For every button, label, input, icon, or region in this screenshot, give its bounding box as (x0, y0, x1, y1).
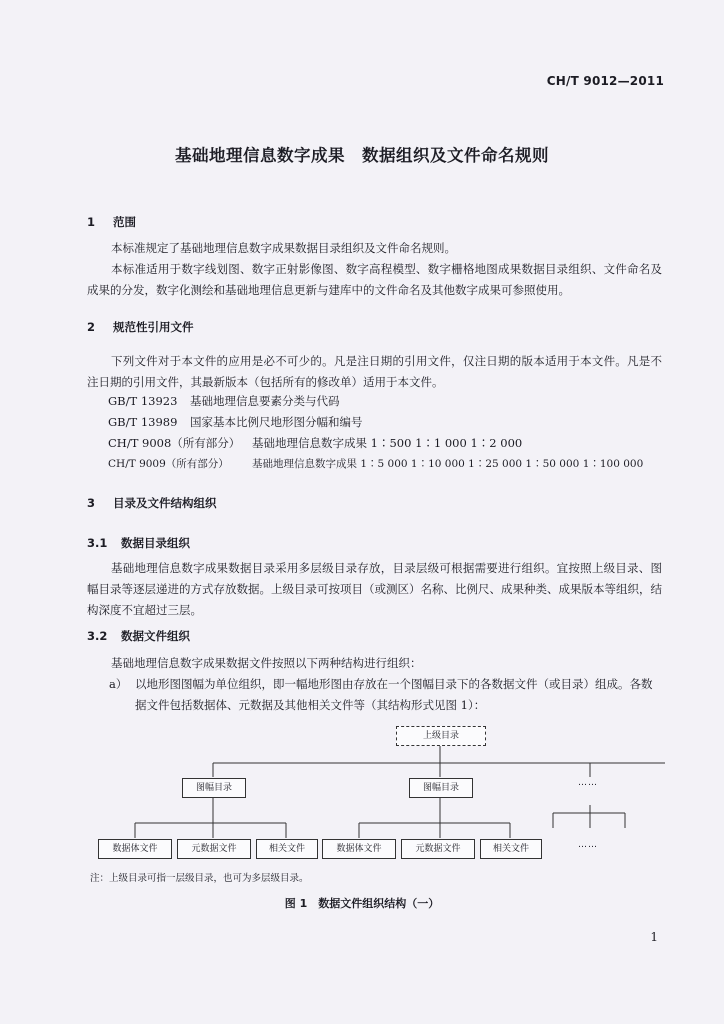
figure-caption: 图 1 数据文件组织结构（一） (284, 897, 440, 910)
reference-name: 国家基本比例尺地形图分幅和编号 (190, 415, 363, 429)
reference-code: GB/T 13989 (108, 415, 178, 429)
section-number: 3 (87, 496, 96, 510)
data-file-box: 数据体文件 (322, 839, 396, 859)
section-1-paragraph-2: 本标准适用于数字线划图、数字正射影像图、数字高程模型、数字栅格地图成果数据目录组织、文件命名及成果的分发，数字化测绘和基础地理信息更新与建库中的文件命名及其他数字成果可参照使用。 (87, 262, 662, 297)
diagram-ellipsis: …… (578, 778, 598, 788)
metadata-file-box: 元数据文件 (177, 839, 251, 859)
section-number: 2 (87, 320, 96, 334)
section-title: 数据文件组织 (121, 629, 191, 643)
reference-name: 基础地理信息要素分类与代码 (190, 394, 340, 408)
figure-note: 注：上级目录可指一层级目录，也可为多层级目录。 (90, 873, 309, 884)
section-2-paragraph-1: 下列文件对于本文件的应用是必不可少的。凡是注日期的引用文件，仅注日期的版本适用于本文件。凡是不注日期的引用文件，其最新版本（包括所有的修改单）适用于本文件。 (87, 354, 662, 389)
section-number: 3.2 (87, 629, 108, 643)
metadata-file-box: 元数据文件 (401, 839, 475, 859)
sheet-directory-box: 图幅目录 (182, 778, 246, 798)
diagram-ellipsis: …… (578, 840, 598, 850)
reference-code: CH/T 9009（所有部分） (108, 458, 229, 470)
page-number: 1 (650, 930, 658, 944)
section-title: 规范性引用文件 (113, 320, 194, 334)
section-3-2-paragraph-1: 基础地理信息数字成果数据文件按照以下两种结构进行组织： (111, 656, 422, 670)
document-title: 基础地理信息数字成果 数据组织及文件命名规则 (175, 146, 549, 165)
section-number: 3.1 (87, 536, 108, 550)
reference-name: 基础地理信息数字成果 1∶5 000 1∶10 000 1∶25 000 1∶50 000 1∶100 000 (252, 458, 644, 470)
reference-code: CH/T 9008（所有部分） (108, 436, 241, 450)
standard-code: CH/T 9012—2011 (546, 74, 664, 88)
section-1-paragraph-1: 本标准规定了基础地理信息数字成果数据目录组织及文件命名规则。 (111, 241, 456, 255)
related-file-box: 相关文件 (256, 839, 318, 859)
reference-name: 基础地理信息数字成果 1∶500 1∶1 000 1∶2 000 (252, 436, 523, 450)
section-title: 数据目录组织 (121, 536, 191, 550)
section-title: 目录及文件结构组织 (113, 496, 217, 510)
sheet-directory-box: 图幅目录 (409, 778, 473, 798)
list-item-text: 以地形图图幅为单位组织，即一幅地形图由存放在一个图幅目录下的各数据文件（或目录）组成。各数据文件包括数据体、元数据及其他相关文件等（其结构形式见图 1）： (135, 677, 653, 712)
section-3-1-paragraph-1: 基础地理信息数字成果数据目录采用多层级目录存放，目录层级可根据需要进行组织。宜按照上级目录、图幅目录等逐层递进的方式存放数据。上级目录可按项目（或测区）名称、比例尺、成果种类、成果版本等组织，结构深度不宜超过三层。 (87, 561, 662, 617)
section-number: 1 (87, 215, 96, 229)
section-title: 范围 (113, 215, 137, 229)
parent-directory-box: 上级目录 (396, 726, 486, 746)
reference-code: GB/T 13923 (108, 394, 178, 408)
list-marker: a） (109, 677, 128, 691)
related-file-box: 相关文件 (480, 839, 542, 859)
data-file-box: 数据体文件 (98, 839, 172, 859)
